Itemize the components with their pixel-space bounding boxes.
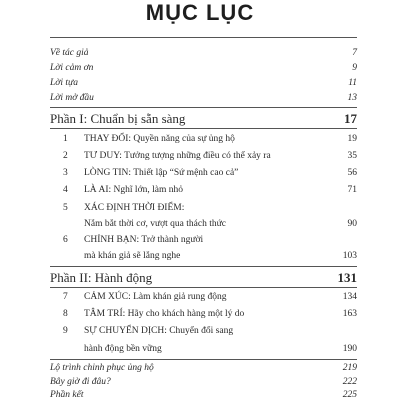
chapter-number: 8 [63,309,68,319]
chapter-title: TÂM TRÍ: Hãy cho khách hàng một lý do [84,309,245,319]
chapter-title-line2: Nắm bắt thời cơ, vượt qua thách thức [84,219,226,229]
chapter-title: XÁC ĐỊNH THỜI ĐIỂM: [84,203,185,213]
entry-label: Lời mở đầu [50,93,94,103]
chapter-number: 9 [63,326,68,336]
divider [50,287,357,288]
chapter-page: 19 [347,134,357,144]
divider [50,107,357,108]
chapter-page: 190 [342,344,357,354]
toc-chapter[interactable] [50,308,357,320]
chapter-number: 3 [63,168,68,178]
toc-entry-back[interactable] [50,376,357,388]
toc-entry-front[interactable] [50,92,357,104]
chapter-page: 134 [342,292,357,302]
toc-entry-back[interactable] [50,362,357,374]
entry-label: Lộ trình chinh phục ủng hộ [50,363,154,373]
page-title: MỤC LỤC [145,0,255,25]
chapter-title: CẢM XÚC: Làm khán giả rung động [84,292,227,302]
divider [50,37,357,38]
toc-chapter[interactable] [50,150,357,162]
chapter-title: LÀ AI: Nghĩ lớn, làm nhỏ [84,185,183,195]
chapter-number: 7 [63,292,68,302]
toc-chapter[interactable] [50,202,357,230]
entry-label: Bây giờ đi đâu? [50,377,111,387]
toc-entry-front[interactable] [50,47,357,59]
divider [50,128,357,129]
part-page: 17 [344,111,357,126]
chapter-page: 103 [342,251,357,261]
divider [50,266,357,267]
toc-entry-back[interactable] [50,389,357,401]
toc-chapter[interactable] [50,234,357,262]
entry-page: 11 [348,78,357,88]
chapter-title: TƯ DUY: Tưởng tượng những điều có thể xảy ra [84,151,271,161]
entry-label: Lời tựa [50,78,78,88]
entry-page: 13 [347,93,357,103]
part-label: Phần I: Chuẩn bị sẵn sàng [50,111,186,126]
toc-chapter[interactable] [50,133,357,145]
chapter-title: SỰ CHUYỂN DỊCH: Chuyển đổi sang [84,326,234,336]
toc-chapter[interactable] [50,184,357,196]
toc-chapter[interactable] [50,325,357,355]
chapter-page: 71 [347,185,357,195]
entry-page: 225 [342,390,357,400]
entry-label: Lời cảm ơn [50,63,94,73]
entry-page: 7 [352,48,357,58]
part-label: Phần II: Hành động [50,270,153,285]
chapter-number: 4 [63,185,68,195]
entry-page: 9 [352,63,357,73]
chapter-number: 2 [63,151,68,161]
toc-part-1[interactable] [50,111,357,127]
toc-part-2[interactable] [50,270,357,286]
entry-label: Phần kết [50,390,84,400]
entry-page: 222 [342,377,357,387]
divider [50,359,357,360]
chapter-page: 90 [347,219,357,229]
toc-chapter[interactable] [50,167,357,179]
toc-entry-front[interactable] [50,62,357,74]
chapter-page: 35 [347,151,357,161]
entry-page: 219 [342,363,357,373]
chapter-number: 1 [63,134,68,144]
chapter-page: 163 [342,309,357,319]
toc-chapter[interactable] [50,291,357,303]
entry-label: Về tác giả [50,48,89,58]
chapter-number: 5 [63,203,68,213]
chapter-title: CHỈNH BẠN: Trở thành người [84,235,204,245]
part-page: 131 [337,270,357,285]
chapter-page: 56 [347,168,357,178]
chapter-title-line2: hành động bền vững [84,344,162,354]
chapter-title: THAY ĐỔI: Quyền năng của sự ủng hộ [84,134,235,144]
chapter-title-line2: mà khán giả sẽ lắng nghe [84,251,181,261]
chapter-number: 6 [63,235,68,245]
toc-entry-front[interactable] [50,77,357,89]
chapter-title: LÒNG TIN: Thiết lập “Sứ mệnh cao cả” [84,168,239,178]
